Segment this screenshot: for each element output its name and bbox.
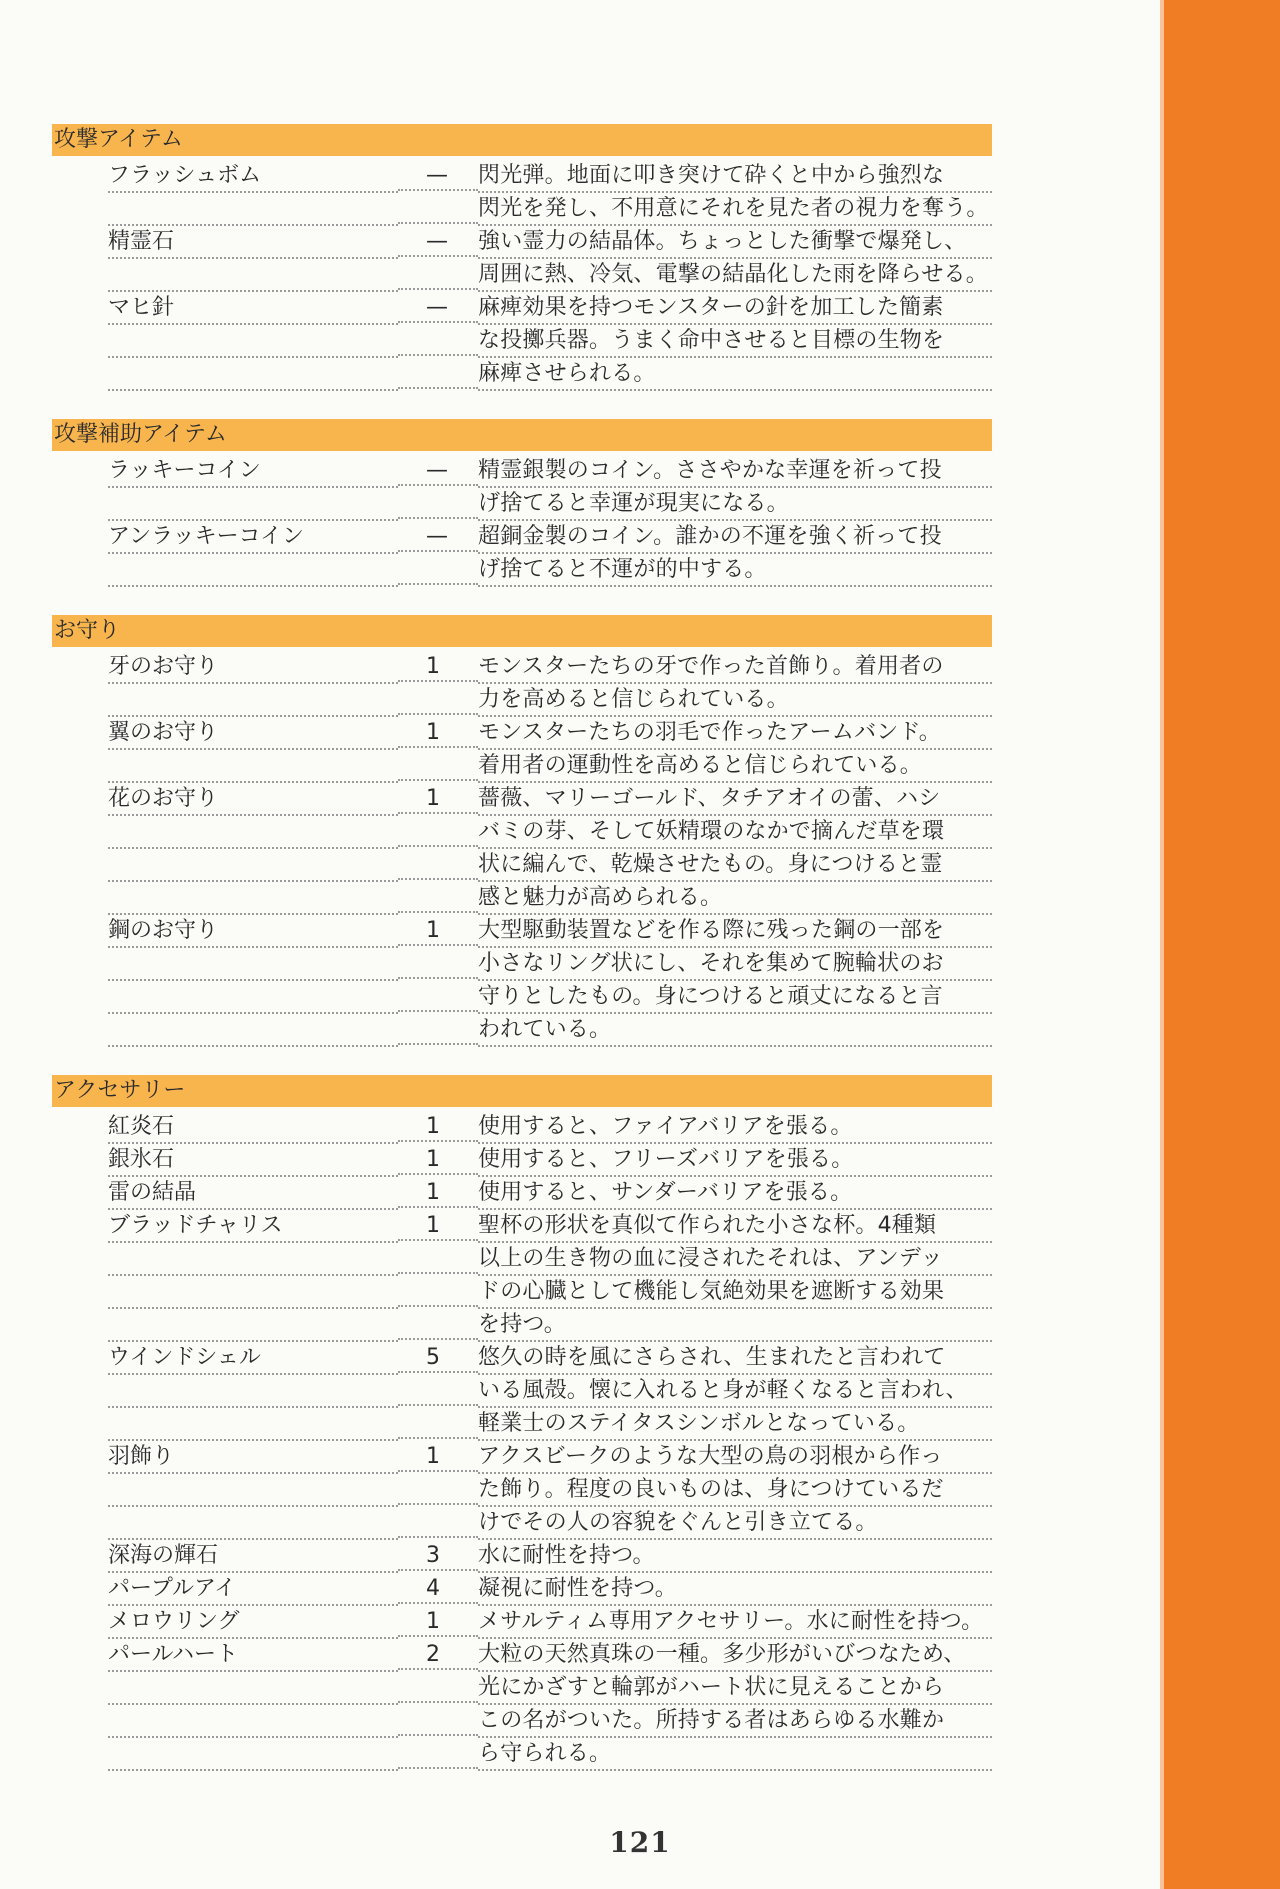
item-row: [108, 1705, 992, 1738]
item-row: [108, 948, 992, 981]
item-row: [108, 226, 992, 259]
item-name: ブラッドチャリス: [108, 1210, 398, 1243]
item-value: [398, 684, 478, 715]
item-description: 使用すると、フリーズバリアを張る。: [478, 1144, 992, 1177]
item-name: 牙のお守り: [108, 651, 398, 684]
item-description: 強い霊力の結晶体。ちょっとした衝撃で爆発し、: [478, 226, 992, 259]
item-row: [108, 193, 992, 226]
item-name: メロウリング: [108, 1606, 398, 1639]
item-row: [108, 1309, 992, 1342]
item-name: [108, 1672, 398, 1705]
item-value: [398, 849, 478, 880]
item-description: 閃光を発し、不用意にそれを見た者の視力を奪う。: [478, 193, 992, 226]
item-description: 光にかざすと輪郭がハート状に見えることから: [478, 1672, 992, 1705]
item-value: [398, 1672, 478, 1703]
item-row: [108, 750, 992, 783]
item-name: [108, 750, 398, 783]
item-row: [108, 1111, 992, 1144]
item-row: [108, 849, 992, 882]
side-tab-bar: [1160, 0, 1280, 1889]
item-row: [108, 554, 992, 587]
item-name: [108, 1375, 398, 1408]
item-row: [108, 915, 992, 948]
item-entry: [108, 1177, 992, 1210]
item-description: 守りとしたもの。身につけると頑丈になると言: [478, 981, 992, 1014]
item-name: 鋼のお守り: [108, 915, 398, 948]
item-name: [108, 1276, 398, 1309]
item-value: —: [398, 226, 478, 257]
item-entry: [108, 915, 992, 1047]
item-value: 1: [398, 1210, 478, 1241]
item-entry: [108, 226, 992, 292]
item-name: [108, 1507, 398, 1540]
item-row: [108, 521, 992, 554]
item-description: た飾り。程度の良いものは、身につけているだ: [478, 1474, 992, 1507]
item-row: [108, 651, 992, 684]
section: [52, 615, 992, 1047]
item-value: [398, 325, 478, 356]
item-row: [108, 1375, 992, 1408]
item-description: 大粒の天然真珠の一種。多少形がいびつなため、: [478, 1639, 992, 1672]
item-name: 翼のお守り: [108, 717, 398, 750]
item-description: 大型駆動装置などを作る際に残った鋼の一部を: [478, 915, 992, 948]
item-description: 軽業士のステイタスシンボルとなっている。: [478, 1408, 992, 1441]
item-name: 深海の輝石: [108, 1540, 398, 1573]
item-row: [108, 1014, 992, 1047]
item-entry: [108, 1606, 992, 1639]
item-description: 閃光弾。地面に叩き突けて砕くと中から強烈な: [478, 160, 992, 193]
item-row: [108, 1738, 992, 1771]
item-row: [108, 1606, 992, 1639]
item-description: アクスビークのような大型の鳥の羽根から作っ: [478, 1441, 992, 1474]
item-value: [398, 259, 478, 290]
item-value: [398, 1309, 478, 1340]
item-name: [108, 882, 398, 915]
item-description: いる風殻。懐に入れると身が軽くなると言われ、: [478, 1375, 992, 1408]
item-row: [108, 1540, 992, 1573]
item-description: 力を高めると信じられている。: [478, 684, 992, 717]
item-description: ら守られる。: [478, 1738, 992, 1771]
item-row: [108, 1210, 992, 1243]
item-description: 悠久の時を風にさらされ、生まれたと言われて: [478, 1342, 992, 1375]
item-entry: [108, 783, 992, 915]
item-name: アンラッキーコイン: [108, 521, 398, 554]
item-description: げ捨てると幸運が現実になる。: [478, 488, 992, 521]
item-description: 小さなリング状にし、それを集めて腕輪状のお: [478, 948, 992, 981]
section: [52, 124, 992, 391]
item-entry: [108, 521, 992, 587]
item-name: [108, 1408, 398, 1441]
item-row: [108, 684, 992, 717]
item-value: [398, 816, 478, 847]
item-row: [108, 1342, 992, 1375]
item-value: 3: [398, 1540, 478, 1571]
item-row: [108, 488, 992, 521]
item-name: 羽飾り: [108, 1441, 398, 1474]
item-row: [108, 259, 992, 292]
item-value: 1: [398, 915, 478, 946]
item-value: [398, 750, 478, 781]
item-description: この名がついた。所持する者はあらゆる水難か: [478, 1705, 992, 1738]
item-name: [108, 259, 398, 292]
item-value: —: [398, 292, 478, 323]
section: [52, 419, 992, 587]
item-name: 銀氷石: [108, 1144, 398, 1177]
item-value: 1: [398, 651, 478, 682]
item-entry: [108, 1342, 992, 1441]
item-description: モンスターたちの羽毛で作ったアームバンド。: [478, 717, 992, 750]
item-value: 1: [398, 783, 478, 814]
item-row: [108, 1408, 992, 1441]
item-description: を持つ。: [478, 1309, 992, 1342]
item-entry: [108, 160, 992, 226]
item-description: モンスターたちの牙で作った首飾り。着用者の: [478, 651, 992, 684]
item-value: 2: [398, 1639, 478, 1670]
item-entry: [108, 651, 992, 717]
item-name: マヒ針: [108, 292, 398, 325]
item-name: [108, 1738, 398, 1771]
item-value: —: [398, 521, 478, 552]
item-row: [108, 1144, 992, 1177]
item-value: 5: [398, 1342, 478, 1373]
item-row: [108, 455, 992, 488]
item-entry: [108, 455, 992, 521]
item-name: 花のお守り: [108, 783, 398, 816]
item-description: 聖杯の形状を真似て作られた小さな杯。4種類: [478, 1210, 992, 1243]
item-description: 感と魅力が高められる。: [478, 882, 992, 915]
item-value: 1: [398, 1606, 478, 1637]
item-row: [108, 1474, 992, 1507]
item-row: [108, 882, 992, 915]
item-value: [398, 1705, 478, 1736]
item-description: 麻痺効果を持つモンスターの針を加工した簡素: [478, 292, 992, 325]
item-value: [398, 1014, 478, 1045]
item-entry: [108, 1639, 992, 1771]
item-name: [108, 981, 398, 1014]
item-row: [108, 981, 992, 1014]
item-row: [108, 783, 992, 816]
item-description: 状に編んで、乾燥させたもの。身につけると霊: [478, 849, 992, 882]
item-entry: [108, 1111, 992, 1144]
item-name: ラッキーコイン: [108, 455, 398, 488]
item-value: [398, 981, 478, 1012]
item-name: パールハート: [108, 1639, 398, 1672]
item-value: [398, 1738, 478, 1769]
item-name: [108, 193, 398, 226]
item-row: [108, 1441, 992, 1474]
item-name: [108, 849, 398, 882]
item-name: [108, 325, 398, 358]
item-value: [398, 1243, 478, 1274]
item-table: [52, 124, 992, 1799]
item-name: [108, 1309, 398, 1342]
item-description: 使用すると、ファイアバリアを張る。: [478, 1111, 992, 1144]
item-name: [108, 554, 398, 587]
item-entry: [108, 1441, 992, 1540]
item-entry: [108, 717, 992, 783]
item-value: —: [398, 160, 478, 191]
item-value: [398, 358, 478, 389]
item-value: [398, 882, 478, 913]
item-row: [108, 1243, 992, 1276]
item-value: 1: [398, 717, 478, 748]
item-name: [108, 358, 398, 391]
item-description: 麻痺させられる。: [478, 358, 992, 391]
item-value: 1: [398, 1177, 478, 1208]
item-entry: [108, 1573, 992, 1606]
item-name: [108, 1474, 398, 1507]
item-description: 使用すると、サンダーバリアを張る。: [478, 1177, 992, 1210]
item-description: 精霊銀製のコイン。ささやかな幸運を祈って投: [478, 455, 992, 488]
section-header: 攻撃アイテム: [52, 124, 992, 156]
item-value: [398, 193, 478, 224]
section-header: お守り: [52, 615, 992, 647]
item-value: 1: [398, 1144, 478, 1175]
item-value: [398, 1375, 478, 1406]
item-description: ドの心臓として機能し気絶効果を遮断する効果: [478, 1276, 992, 1309]
item-row: [108, 717, 992, 750]
item-name: 紅炎石: [108, 1111, 398, 1144]
item-entry: [108, 1210, 992, 1342]
item-name: パープルアイ: [108, 1573, 398, 1606]
item-name: 雷の結晶: [108, 1177, 398, 1210]
item-name: [108, 1705, 398, 1738]
item-value: [398, 1507, 478, 1538]
item-value: [398, 554, 478, 585]
item-row: [108, 160, 992, 193]
item-value: 1: [398, 1441, 478, 1472]
item-description: けでその人の容貌をぐんと引き立てる。: [478, 1507, 992, 1540]
item-name: [108, 1014, 398, 1047]
item-name: [108, 816, 398, 849]
item-row: [108, 1672, 992, 1705]
item-value: [398, 1276, 478, 1307]
item-name: [108, 948, 398, 981]
item-description: われている。: [478, 1014, 992, 1047]
item-value: —: [398, 455, 478, 486]
item-value: 4: [398, 1573, 478, 1604]
item-description: 着用者の運動性を高めると信じられている。: [478, 750, 992, 783]
item-row: [108, 1573, 992, 1606]
item-description: バミの芽、そして妖精環のなかで摘んだ草を環: [478, 816, 992, 849]
section-header: アクセサリー: [52, 1075, 992, 1107]
item-description: な投擲兵器。うまく命中させると目標の生物を: [478, 325, 992, 358]
item-row: [108, 1276, 992, 1309]
item-value: [398, 1408, 478, 1439]
item-description: 凝視に耐性を持つ。: [478, 1573, 992, 1606]
section-header: 攻撃補助アイテム: [52, 419, 992, 451]
item-row: [108, 1639, 992, 1672]
item-row: [108, 1177, 992, 1210]
item-description: 水に耐性を持つ。: [478, 1540, 992, 1573]
item-entry: [108, 1540, 992, 1573]
item-value: 1: [398, 1111, 478, 1142]
item-value: [398, 948, 478, 979]
item-description: 超銅金製のコイン。誰かの不運を強く祈って投: [478, 521, 992, 554]
item-entry: [108, 1144, 992, 1177]
item-value: [398, 488, 478, 519]
section: [52, 1075, 992, 1771]
item-description: メサルティム専用アクセサリー。水に耐性を持つ。: [478, 1606, 992, 1639]
item-name: フラッシュボム: [108, 160, 398, 193]
item-description: 周囲に熱、冷気、電撃の結晶化した雨を降らせる。: [478, 259, 992, 292]
item-description: げ捨てると不運が的中する。: [478, 554, 992, 587]
item-row: [108, 325, 992, 358]
item-row: [108, 292, 992, 325]
item-row: [108, 358, 992, 391]
item-description: 薔薇、マリーゴールド、タチアオイの蕾、ハシ: [478, 783, 992, 816]
item-name: ウインドシェル: [108, 1342, 398, 1375]
side-tab-edge: [1160, 0, 1164, 1889]
item-row: [108, 816, 992, 849]
item-entry: [108, 292, 992, 391]
item-name: [108, 1243, 398, 1276]
item-name: [108, 684, 398, 717]
item-description: 以上の生き物の血に浸されたそれは、アンデッ: [478, 1243, 992, 1276]
page-number: 121: [609, 1826, 671, 1859]
item-row: [108, 1507, 992, 1540]
item-name: [108, 488, 398, 521]
item-name: 精霊石: [108, 226, 398, 259]
item-value: [398, 1474, 478, 1505]
